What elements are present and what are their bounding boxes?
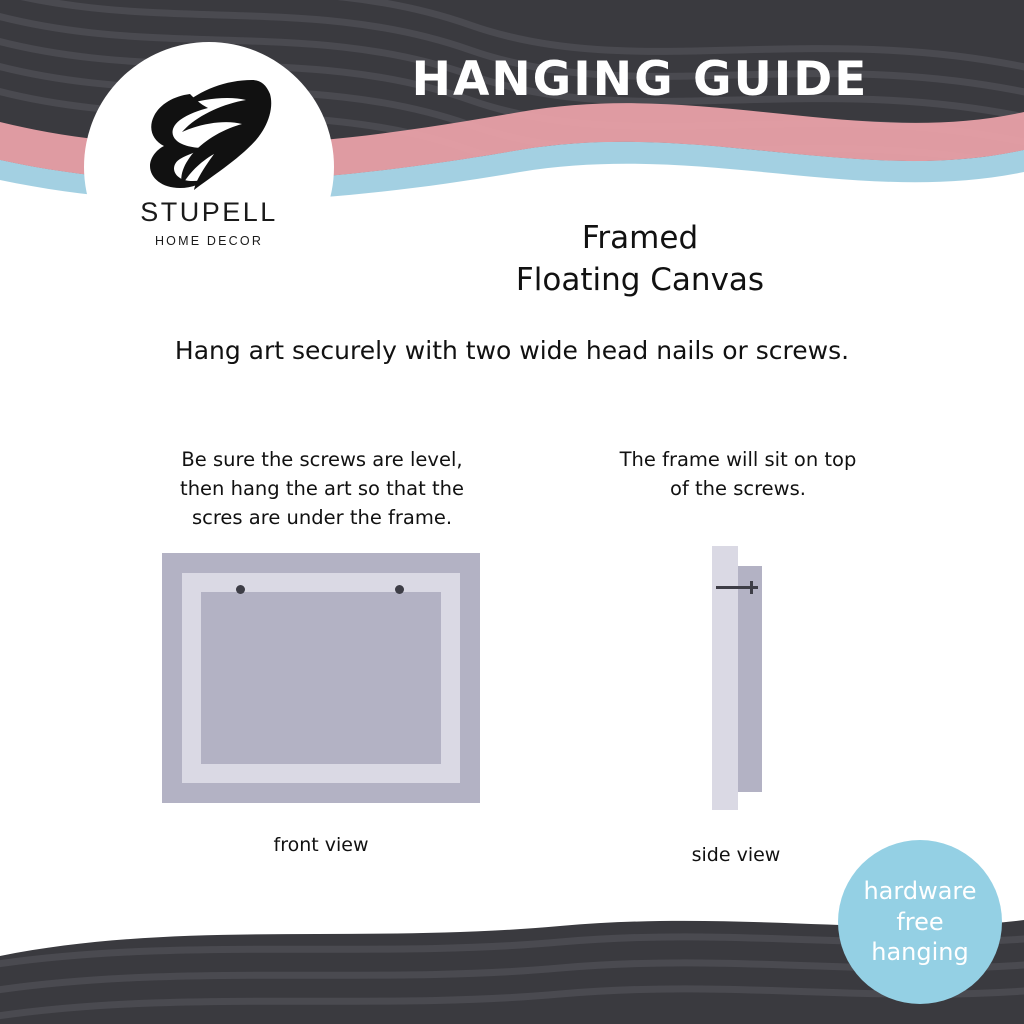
side-caption-line2: of the screws.: [670, 476, 806, 500]
front-view-caption: [130, 446, 514, 533]
brand-subtitle: HOME DECOR: [154, 234, 264, 248]
product-name: [330, 218, 950, 302]
product-name-line1: Framed: [581, 220, 699, 256]
front-caption-line2: then hang the art so that the: [180, 476, 464, 500]
lead-instruction: Hang art securely with two wide head nails or screws.: [174, 336, 850, 365]
front-caption-line1: Be sure the screws are level,: [181, 448, 463, 471]
front-caption-line3: scres are under the frame.: [191, 505, 453, 529]
front-view-column: [130, 446, 514, 533]
side-view-label: side view: [691, 844, 781, 866]
page-title: HANGING GUIDE: [411, 52, 869, 107]
badge-line2: free: [896, 907, 944, 936]
side-view-screw-head-icon: [750, 581, 753, 594]
front-view-diagram: [162, 553, 480, 803]
badge-line3: hanging: [871, 938, 969, 967]
front-view-label: front view: [273, 834, 369, 856]
side-view-column: [570, 446, 906, 504]
screw-right-icon: [395, 585, 404, 594]
side-caption-line1: The frame will sit on top: [619, 448, 857, 471]
badge-line1: hardware: [863, 876, 977, 905]
side-view-frame: [738, 566, 762, 792]
screw-left-icon: [236, 585, 245, 594]
brand-logo: [84, 42, 334, 292]
frame-mat: [182, 573, 460, 783]
swoosh-s-icon: [134, 70, 284, 195]
canvas-art-area: [201, 592, 441, 764]
product-name-line2: Floating Canvas: [515, 261, 765, 298]
side-view-caption: [570, 446, 906, 504]
brand-name: STUPELL: [140, 197, 278, 227]
hardware-free-badge: [838, 840, 1002, 1004]
